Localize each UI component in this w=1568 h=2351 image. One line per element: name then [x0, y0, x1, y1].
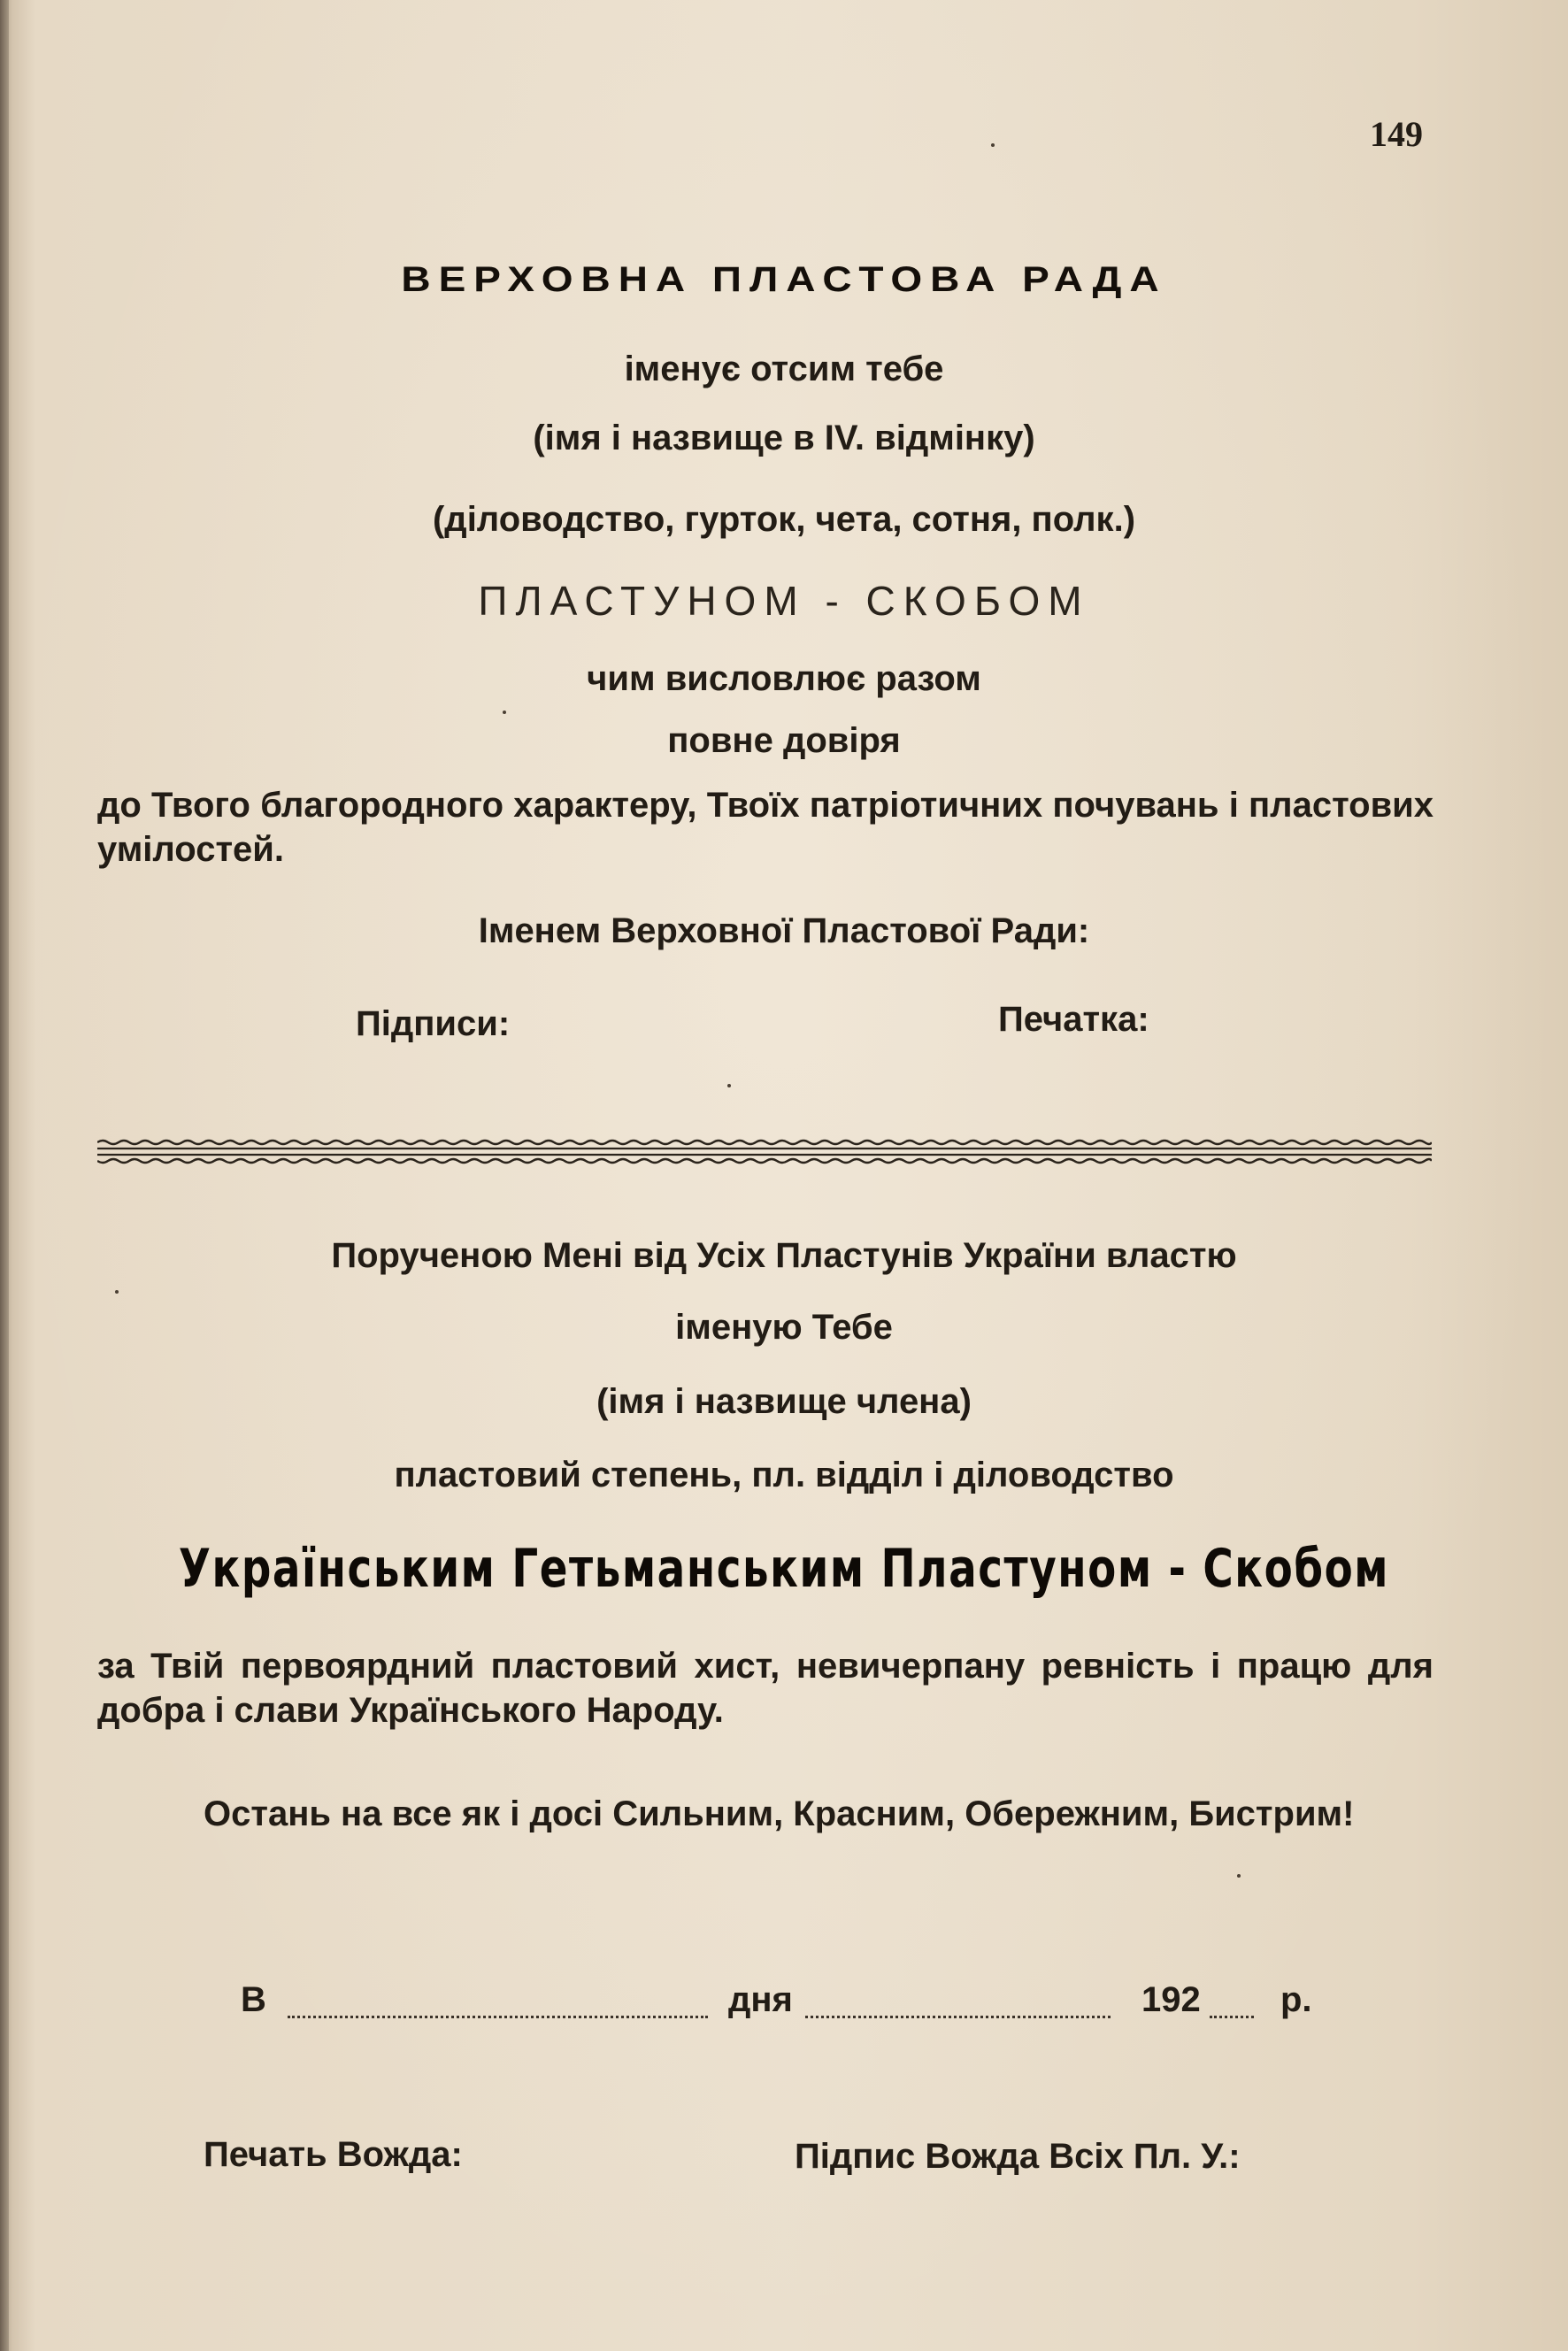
ink-speck — [1237, 1874, 1241, 1878]
bottom-merit-paragraph: за Твій первоярдний пластовий хист, невичерпану ревність і працю для добра і слави Українського Народу. — [97, 1647, 1433, 1730]
top-rank: ПЛАСТУНОМ - СКОБОМ — [478, 578, 1090, 624]
top-unit-placeholder: (діловодство, гурток, чета, сотня, полк.) — [432, 500, 1136, 539]
top-trust-paragraph: до Твого благородного характеру, Твоїх патріотичних почувань і пластових умілостей. — [97, 786, 1433, 869]
top-on-behalf-line: Іменем Верховної Пластової Ради: — [478, 911, 1090, 950]
top-names-line: іменує отсим тебе — [624, 350, 944, 388]
bottom-wish-paragraph: Остань на все як і досі Сильним, Красним, Обережним, Бистрим! — [204, 1794, 1355, 1833]
top-trust-line: повне довіря — [667, 721, 901, 760]
page-number: 149 — [1370, 114, 1423, 154]
leader-seal-label: Печать Вожда: — [204, 2135, 463, 2174]
bottom-details-placeholder: пластовий степень, пл. відділ і діловодство — [394, 1456, 1174, 1494]
place-prefix: В — [241, 1980, 266, 2019]
ink-speck — [115, 1290, 119, 1294]
day-label: дня — [728, 1980, 793, 2019]
council-title: ВЕРХОВНА ПЛАСТОВА РАДА — [401, 258, 1167, 299]
top-name-placeholder: (імя і назвище в IV. відмінку) — [533, 419, 1035, 457]
ink-speck — [727, 1084, 731, 1087]
day-blank-line — [805, 2016, 1111, 2018]
ink-speck — [991, 143, 995, 147]
top-expresses-line: чим висловлює разом — [587, 659, 981, 698]
top-seal-label: Печатка: — [998, 1000, 1149, 1039]
ink-speck — [503, 711, 506, 714]
year-suffix: р. — [1280, 1980, 1312, 2019]
bottom-name-placeholder: (імя і назвище члена) — [596, 1382, 972, 1421]
wavy-divider — [97, 1139, 1432, 1165]
leader-signature-label: Підпис Вожда Всіх Пл. У.: — [795, 2137, 1241, 2176]
year-prefix: 192 — [1141, 1980, 1201, 2019]
place-blank-line — [288, 2016, 708, 2018]
bottom-names-line: іменую Тебе — [675, 1308, 893, 1347]
bottom-intro-line: Порученою Мені від Усіх Пластунів України властю — [331, 1236, 1237, 1275]
bottom-rank-title: Українським Гетьманським Пластуном - Скобом — [178, 1538, 1390, 1600]
year-blank-line — [1210, 2016, 1254, 2018]
top-signatures-label: Підписи: — [356, 1004, 511, 1043]
